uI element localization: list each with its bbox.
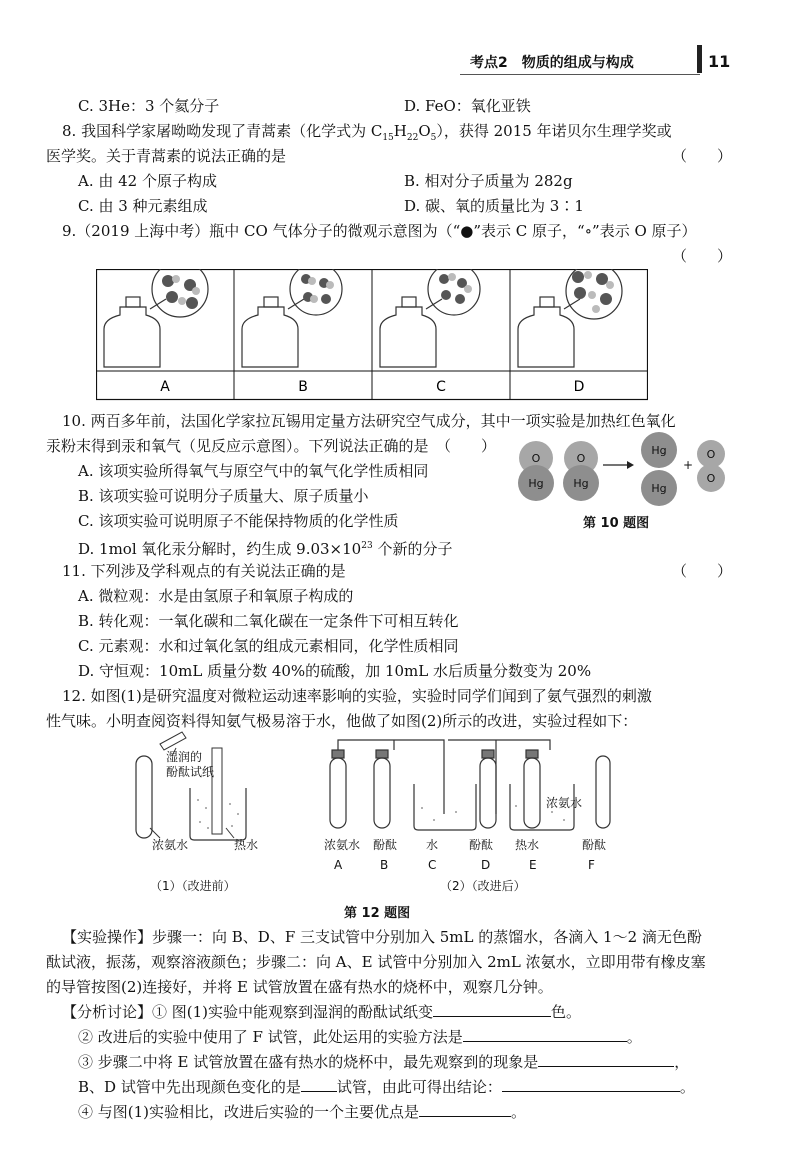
answer-blank-6[interactable] bbox=[419, 1102, 511, 1117]
q10-figure-caption: 第 10 题图 bbox=[583, 516, 650, 531]
q12-discussion-3b: B、D 试管中先出现颜色变化的是 试管，由此可得出结论： 。 bbox=[78, 1078, 695, 1096]
q12-stem-line2: 性气味。小明查阅资料得知氨气极易溶于水，他做了如图(2)所示的改进，实验过程如下： bbox=[46, 712, 638, 730]
connecting-tubes bbox=[338, 740, 550, 814]
fig2-label-e: 热水 bbox=[515, 838, 540, 852]
q7-option-d: D. FeO：氧化亚铁 bbox=[404, 97, 531, 115]
molecules-c bbox=[439, 273, 472, 304]
q7-option-c: C. 3He：3 个氦分子 bbox=[78, 97, 220, 115]
atom-hg-1: Hg bbox=[518, 465, 554, 501]
q8-option-d: D. 碳、氧的质量比为 3∶1 bbox=[404, 197, 584, 215]
q8-option-a: A. 由 42 个原子构成 bbox=[78, 172, 217, 190]
fig1-label-paper: 酚酞试纸 bbox=[166, 765, 215, 779]
q8-stem-line1: 8. 我国科学家屠呦呦发现了青蒿素（化学式为 $C_{15}H_{22}O_5$），获得 2015 年诺贝尔生理学奖或 bbox=[62, 122, 672, 143]
inner-tube-fig1 bbox=[212, 748, 222, 834]
tube-a bbox=[330, 758, 346, 828]
q12-discussion-2: ② 改进后的实验中使用了 F 试管，此处运用的实验方法是 。 bbox=[78, 1028, 642, 1046]
q12-discussion-4: ④ 与图(1)实验相比，改进后实验的一个主要优点是 。 bbox=[78, 1103, 527, 1121]
tube-e bbox=[524, 758, 540, 828]
q9-label-a: A bbox=[160, 379, 170, 395]
fig1-caption: （1）（改进前） bbox=[150, 879, 236, 893]
plus-sign: + bbox=[683, 458, 694, 472]
q10-option-a: A. 该项实验所得氧气与原空气中的氧气化学性质相同 bbox=[78, 462, 429, 480]
q12-operation-line2: 酞试液，振荡，观察溶液颜色；步骤二：向 A、E 试管中分别加入 2mL 浓氨水，立即用带有橡皮塞 bbox=[46, 953, 706, 971]
q9-stem: 9.（2019 上海中考）瓶中 CO 气体分子的微观示意图为（“●”表示 C 原子，“∘”表示 O 原子） bbox=[62, 222, 697, 240]
q12-figure-2 bbox=[316, 728, 636, 838]
q11-answer-bracket: （ ） bbox=[672, 562, 733, 580]
q11-option-d: D. 守恒观：10mL 质量分数 40%的硫酸，加 10mL 水后质量分数变为 20% bbox=[78, 662, 592, 680]
atom-hg-4: Hg bbox=[641, 470, 677, 506]
answer-blank-5[interactable] bbox=[502, 1077, 680, 1092]
q10-option-d: D. 1mol 氧化汞分解时，约生成 $9.03\times 10^{23}$ 个新的分子 bbox=[78, 540, 453, 558]
q10-stem-line2: 汞粉末得到汞和氧气（见反应示意图）。下列说法正确的是 （ ） bbox=[46, 437, 497, 455]
header-divider bbox=[697, 45, 702, 73]
q8-option-c: C. 由 3 种元素组成 bbox=[78, 197, 208, 215]
q11-option-c: C. 元素观：水和过氧化氢的组成元素相同，化学性质相同 bbox=[78, 637, 459, 655]
fig1-label-wet: 湿润的 bbox=[166, 750, 203, 764]
molecules-b bbox=[301, 274, 334, 304]
fig2-beaker-label: 浓氨水 bbox=[546, 796, 583, 810]
q11-stem: 11. 下列涉及学科观点的有关说法正确的是 bbox=[62, 562, 346, 580]
q9-label-d: D bbox=[573, 379, 585, 395]
chapter-title: 考点2 物质的组成与构成 bbox=[470, 55, 634, 71]
fig2-letter-f: F bbox=[588, 858, 595, 872]
fig2-label-b: 酚酞 bbox=[373, 838, 398, 852]
q8-stem-line2: 医学奖。关于青蒿素的说法正确的是 bbox=[46, 147, 287, 165]
q11-option-a: A. 微粒观：水是由氢原子和氧原子构成的 bbox=[78, 587, 354, 605]
answer-blank-2[interactable] bbox=[463, 1027, 627, 1042]
header-rule bbox=[460, 74, 700, 75]
q12-discussion-3: ③ 步骤二中将 E 试管放置在盛有热水的烧杯中，最先观察到的现象是 ， bbox=[78, 1053, 690, 1071]
fig2-label-d: 酚酞 bbox=[469, 838, 494, 852]
fig2-label-f: 酚酞 bbox=[582, 838, 607, 852]
fig2-letter-c: C bbox=[428, 858, 437, 872]
reaction-arrow-icon bbox=[603, 459, 635, 471]
q9-answer-bracket: （ ） bbox=[672, 247, 733, 265]
q12-operation-line3: 的导管按图(2)连接好，并将 E 试管放置在盛有热水的烧杯中，观察几分钟。 bbox=[46, 978, 553, 996]
test-tube-fig1 bbox=[136, 756, 152, 838]
q10-option-b: B. 该项实验可说明分子质量大、原子质量小 bbox=[78, 487, 369, 505]
atom-o-3: O bbox=[697, 440, 725, 468]
q12-discussion-1: 【分析讨论】① 图(1)实验中能观察到湿润的酚酞试纸变 色。 bbox=[62, 1003, 582, 1021]
tube-b bbox=[374, 758, 390, 828]
atom-hg-3: Hg bbox=[641, 432, 677, 468]
fig1-label-ammonia: 浓氨水 bbox=[152, 838, 189, 852]
q9-label-c: C bbox=[436, 379, 446, 395]
fig2-letter-b: B bbox=[380, 858, 389, 872]
q12-operation-line1: 【实验操作】步骤一：向 B、D、F 三支试管中分别加入 5mL 的蒸馏水，各滴入 1～2 滴无色酚 bbox=[62, 928, 702, 946]
atom-o-2: O bbox=[564, 441, 598, 475]
atom-o-1: O bbox=[519, 441, 553, 475]
atom-hg-2: Hg bbox=[563, 465, 599, 501]
q9-figure bbox=[96, 269, 648, 401]
tube-d bbox=[480, 758, 496, 828]
page-number: 11 bbox=[708, 52, 731, 71]
molecules-d bbox=[572, 271, 614, 313]
answer-blank-1[interactable] bbox=[433, 1002, 551, 1017]
answer-blank-3[interactable] bbox=[538, 1052, 674, 1067]
q10-stem-line1: 10. 两百多年前，法国化学家拉瓦锡用定量方法研究空气成分，其中一项实验是加热红色氧化 bbox=[62, 412, 676, 430]
atom-o-4: O bbox=[697, 464, 725, 492]
tube-f bbox=[596, 756, 610, 828]
q8-answer-bracket: （ ） bbox=[672, 147, 733, 165]
answer-blank-4[interactable] bbox=[301, 1077, 337, 1092]
q12-stem-line1: 12. 如图(1)是研究温度对微粒运动速率影响的实验，实验时同学们闻到了氨气强烈的刺激 bbox=[62, 687, 652, 705]
q8-option-b: B. 相对分子质量为 282g bbox=[404, 172, 573, 190]
q10-option-c: C. 该项实验可说明原子不能保持物质的化学性质 bbox=[78, 512, 399, 530]
fig2-letter-d: D bbox=[481, 858, 491, 872]
fig2-label-a: 浓氨水 bbox=[324, 838, 361, 852]
q9-label-b: B bbox=[298, 379, 308, 395]
fig1-label-hot-water: 热水 bbox=[234, 838, 259, 852]
q12-figure-1 bbox=[120, 728, 270, 848]
beaker-c bbox=[414, 784, 476, 830]
fig2-letter-a: A bbox=[334, 858, 343, 872]
q11-option-b: B. 转化观：一氧化碳和二氧化碳在一定条件下可相互转化 bbox=[78, 612, 459, 630]
fig2-letter-e: E bbox=[529, 858, 537, 872]
fig2-caption: （2）（改进后） bbox=[440, 879, 526, 893]
molecules-a bbox=[162, 275, 200, 309]
q12-figure-caption: 第 12 题图 bbox=[344, 906, 411, 921]
fig2-label-c: 水 bbox=[426, 838, 439, 852]
